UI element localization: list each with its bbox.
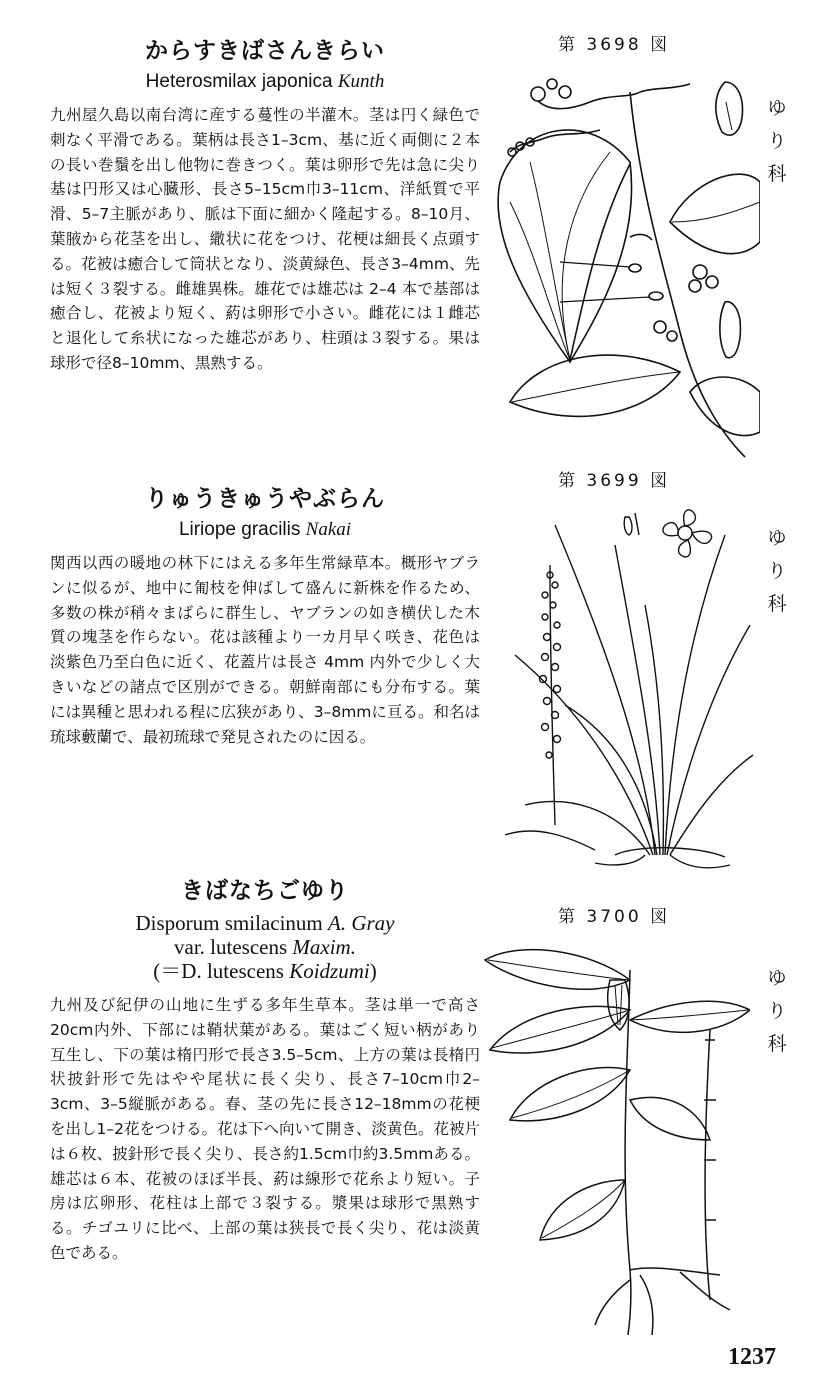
jp-name: きばなちごゆり bbox=[181, 878, 349, 904]
figure-label-3699: 第 3699 図 bbox=[558, 471, 671, 491]
vine-buds bbox=[508, 79, 690, 156]
sci-line-3: (＝D. lutescens Koidzumi) bbox=[153, 959, 377, 983]
page-number: 1237 bbox=[728, 1344, 776, 1370]
description: 九州屋久島以南台湾に産する蔓性の半灌木。茎は円く緑色で刺なく平滑である。葉柄は長さ1–3cm、基に近く両側に２本の長い巻鬚を出し他物に巻きつく。葉は卵形で先は急に尖り基は円形又は心臓形、長さ5–15cm巾3–11cm、洋紙質で平滑、5–7主脈があり、脈は下面に細かく隆起する。8–10月、葉腋から花茎を出し、繖状に花をつけ、花梗は細長く点頭する。花被は癒合して筒状となり、淡黄緑色、長さ3–4mm、先は短く３裂する。雌雄異株。雄花では雄芯は 2–4 本で基部は癒合し、花被より短く、葯は卵形で小さい。雌花には１雌芯と退化して糸状になった雄芯があり、柱頭は３裂する。果は球形で径8–10mm、黒熟する。 bbox=[50, 106, 480, 372]
sci-authority: Nakai bbox=[305, 519, 352, 540]
leaf-lower bbox=[510, 355, 760, 435]
jp-name: からすきばさんきらい bbox=[145, 38, 385, 64]
family-label-3: ゆ り 科 bbox=[767, 967, 787, 1055]
family-label-1: ゆ り 科 bbox=[767, 97, 787, 185]
flower-detail bbox=[624, 510, 711, 557]
illustration-disporum bbox=[480, 940, 750, 1340]
scientific-name bbox=[50, 519, 480, 541]
illustration-heterosmilax bbox=[490, 72, 760, 462]
entry-liriope bbox=[50, 480, 480, 749]
sci-line-1: Disporum smilacinum A. Gray bbox=[135, 911, 395, 935]
family-label-2: ゆ り 科 bbox=[767, 527, 787, 615]
disporum-leaves bbox=[485, 950, 750, 1240]
disporum-flower bbox=[608, 980, 629, 1030]
description: 関西以西の暖地の林下にはえる多年生常緑草本。概形ヤブランに似るが、地中に匍枝を伸ばして盛んに新株を作るため、多数の株が稍々まばらに群生し、ヤブランの如き横伏した木質の塊茎を作らない。花は該種より一カ月早く咲き、花色は淡紫色乃至白色に近く、花蓋片は長さ 4mm 内外で少しく大きいなどの諸点で区別ができる。朝鮮南部にも分布する。葉には異種と思われる程に広狭があり、3–8mmに亘る。和名は琉球藪蘭で、最初琉球で発見されたのに因る。 bbox=[50, 554, 480, 746]
berries bbox=[654, 265, 718, 341]
rhizome bbox=[595, 1268, 730, 1335]
scientific-name bbox=[50, 71, 480, 93]
description: 九州及び紀伊の山地に生ずる多年生草本。茎は単一で高さ20cm内外、下部には鞘状葉がある。葉はごく短い柄があり互生し、下の葉は楕円形で長さ3.5–5cm、上方の葉は長楕円状披針形で先はやや尾状に長く尖り、長さ7–10cm巾2–3cm、3–5縦脈がある。春、茎の先に長さ12–18mmの花梗を出し1–2花をつける。花は下へ向いて開き、淡黄色。花被片は６枚、披針形で長く尖り、長さ約1.5cm巾約3.5mmある。雄芯は６本、花被のほぼ半長、葯は線形で花糸より短い。子房は広卵形、花柱は上部で３裂する。漿果は球形で黒熟する。チゴユリに比べ、上部の葉は狭長で長く尖り、花は淡黄色である。 bbox=[50, 996, 480, 1262]
figure-label-3698: 第 3698 図 bbox=[558, 35, 671, 55]
jp-name: りゅうきゅうやぶらん bbox=[145, 486, 385, 512]
illustration-liriope bbox=[495, 505, 755, 875]
sci-genus-species: Liriope gracilis bbox=[178, 519, 301, 540]
leaf-upper bbox=[498, 130, 631, 362]
scientific-name bbox=[50, 911, 480, 983]
roots bbox=[505, 831, 730, 868]
sci-genus-species: Heterosmilax japonica bbox=[145, 71, 333, 92]
entry-heterosmilax bbox=[50, 32, 480, 376]
sci-authority: Kunth bbox=[337, 71, 385, 92]
figure-label-3700: 第 3700 図 bbox=[558, 907, 671, 927]
side-shoot bbox=[704, 1030, 716, 1300]
sci-line-2: var. lutescens Maxim. bbox=[174, 935, 356, 959]
leaf-right bbox=[670, 174, 760, 254]
entry-disporum bbox=[50, 872, 480, 1266]
